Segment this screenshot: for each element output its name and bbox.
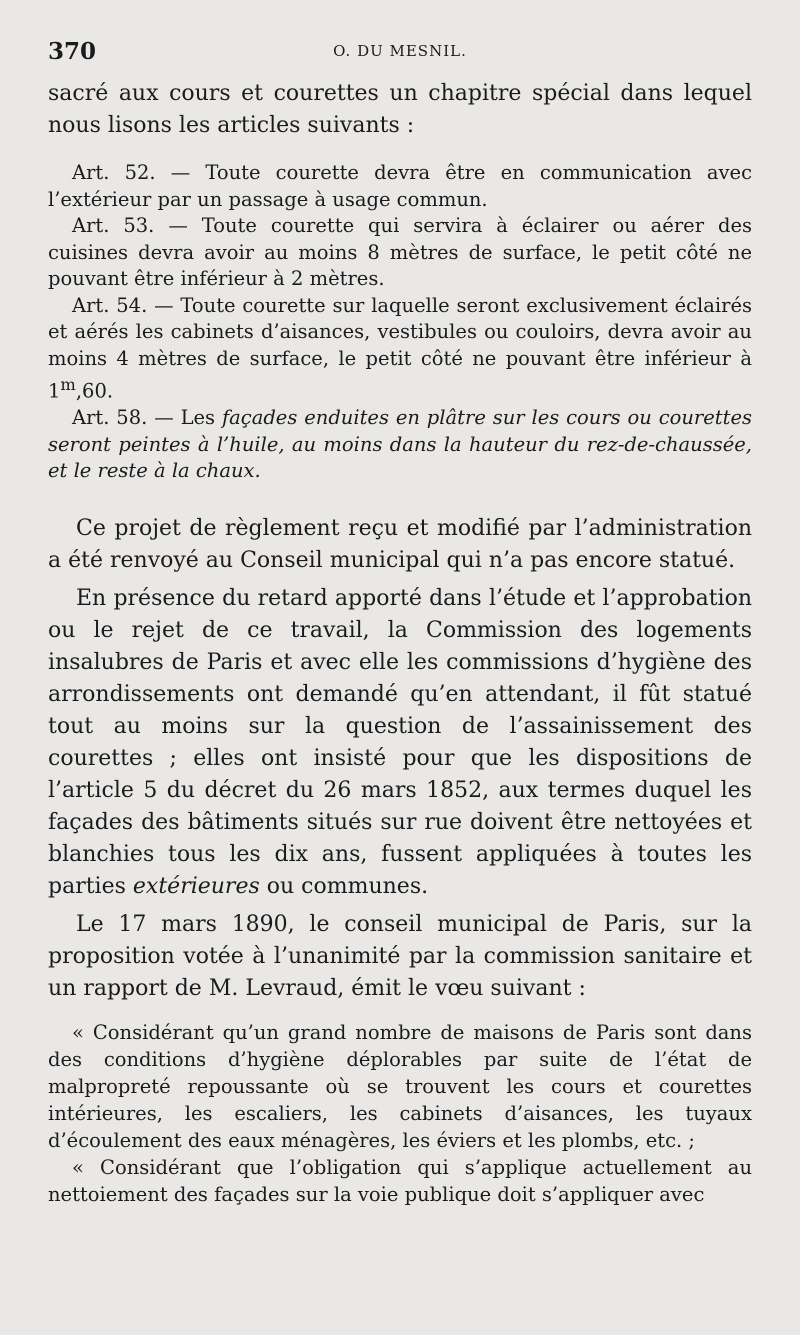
intro-paragraph: sacré aux cours et courettes un chapitre spécial dans lequel nous lisons les articles suivants : (48, 81, 752, 138)
article-52 (48, 160, 752, 213)
article-label: Art. 52. (72, 161, 156, 184)
article-53 (48, 213, 752, 293)
article-text: — Toute courette devra être en communication avec l’extérieur par un passage à usage commun. (48, 161, 752, 211)
article-label: Art. 53. (72, 214, 155, 237)
paragraph-council: Le 17 mars 1890, le conseil municipal de Paris, sur la proposition votée à l’unanimité par la commission sanitaire et un rapport de M. Levraud, émit le vœu suivant : (48, 911, 752, 1001)
page-number: 370 (48, 38, 97, 65)
article-dash: — Les (154, 406, 222, 429)
measure-unit: m (60, 375, 76, 394)
paragraph-project: Ce projet de règlement reçu et modifié par l’administration a été renvoyé au Conseil municipal qui n’a pas encore statué. (48, 515, 752, 573)
paragraph-text: En présence du retard apporté dans l’étude et l’approbation ou le rejet de ce travail, la Commission des logements insalubres de Paris et avec elle les commissions d’hygiène des arrondissements ont demandé qu’en attendant, il fût statué tout au moins sur la question de l’assainissement des courettes ; elles ont insisté pour que les dispositions de l’article 5 du décret du 26 mars 1852, aux termes duquel les façades des bâtiments situés sur rue doivent être nettoyées et blanchies tous les dix ans, fussent appliquées à toutes les parties (48, 585, 752, 899)
article-54 (48, 293, 752, 406)
paragraph-text-end: ou communes. (259, 873, 429, 899)
wish-paragraph-1: « Considérant qu’un grand nombre de maisons de Paris sont dans des conditions d’hygiène déplorables par suite de l’état de malpropreté repoussante où se trouvent les cours et courettes intérieures, les escaliers, les cabinets d’aisances, les tuyaux d’écoulement des eaux ménagères, les éviers et les plombs, etc. ; (48, 1020, 752, 1152)
running-head: O. DU MESNIL. (333, 42, 467, 60)
article-label: Art. 58. (72, 406, 148, 429)
article-italic-text: façades enduites en plâtre sur les cours ou courettes seront peintes à l’huile, au moins dans la hauteur du rez-de-chaussée, et le reste à la chaux. (48, 406, 752, 482)
article-text: — Toute courette qui servira à éclairer ou aérer des cuisines devra avoir au moins 8 mètres de surface, le petit côté ne pouvant être inférieur à 2 mètres. (48, 214, 752, 290)
paragraph-commission (48, 583, 752, 903)
italic-word: extérieures (132, 873, 260, 899)
body-text (48, 513, 752, 1005)
page-header (48, 38, 752, 78)
wish-block (48, 1019, 752, 1208)
wish-paragraph-2: « Considérant que l’obligation qui s’applique actuellement au nettoiement des façades sur la voie publique doit s’appliquer avec (48, 1155, 752, 1206)
measure-value: 1 (48, 379, 61, 403)
article-58 (48, 405, 752, 485)
articles-block (48, 160, 752, 485)
article-label: Art. 54. (72, 293, 148, 317)
article-text: — Toute courette sur laquelle seront exclusivement éclairés et aérés les cabinets d’aisances, vestibules ou couloirs, devra avoir au moins 4 mètres de surface, le petit côté ne pouvant être inférieur à (48, 293, 753, 370)
measure-rest: ,60. (75, 379, 114, 403)
